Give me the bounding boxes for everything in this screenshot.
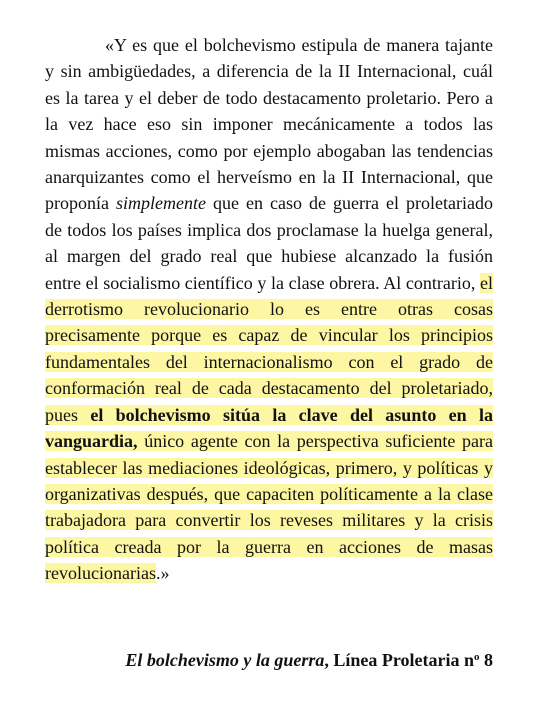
quote-text-part1: Y es que el bolchevismo estipula de manera tajante y sin ambigüedades, a diferencia de la II Internacional, cuál es la tarea y el deber de todo destacamento proletario. Pero a la vez hace eso sin imponer mecánicamente a todos las mismas acciones, como por ejemplo abogaban las tendencias anarquizantes como el herveísmo en la II Internacional, que proponía [45,35,493,214]
attribution-superscript: o [474,651,480,663]
quote-text-part2: que en caso de guerra el proletariado de todos los países implica dos proclamase la huelga general, al margen del grado real que hubiese alcanzado la fusión entre el socialismo científico y la clase obrera. Al contrario, [45,193,494,293]
quote-paragraph [45,32,493,587]
quote-open-mark: « [105,35,114,55]
attribution-title: El bolchevismo y la guerra [125,650,325,670]
highlighted-text-part1: el derrotismo revolucionario lo es entre otras cosas precisamente porque es capaz de vincular los principios fundamentales del internacionalismo con el grado de conformación real de cada destacamento del proletariado, pues [45,272,493,425]
attribution-number: 8 [479,650,493,670]
highlighted-text-part2: único agente con la perspectiva suficiente para establecer las mediaciones ideológicas, primero, y políticas y organizativas después, que capaciten políticamente a la clase trabajadora para convertir los reveses militares y la crisis política creada por la guerra en acciones de masas revolucionarias [45,431,493,584]
highlighted-bold-text: el bolchevismo sitúa la clave del asunto en la vanguardia, [45,404,493,452]
attribution-separator: , [324,650,334,670]
quote-attribution [45,644,493,673]
quote-close-mark: .» [155,563,170,584]
quote-italic-word: simplemente [116,193,206,214]
attribution-source: Línea Proletaria n [333,650,474,670]
